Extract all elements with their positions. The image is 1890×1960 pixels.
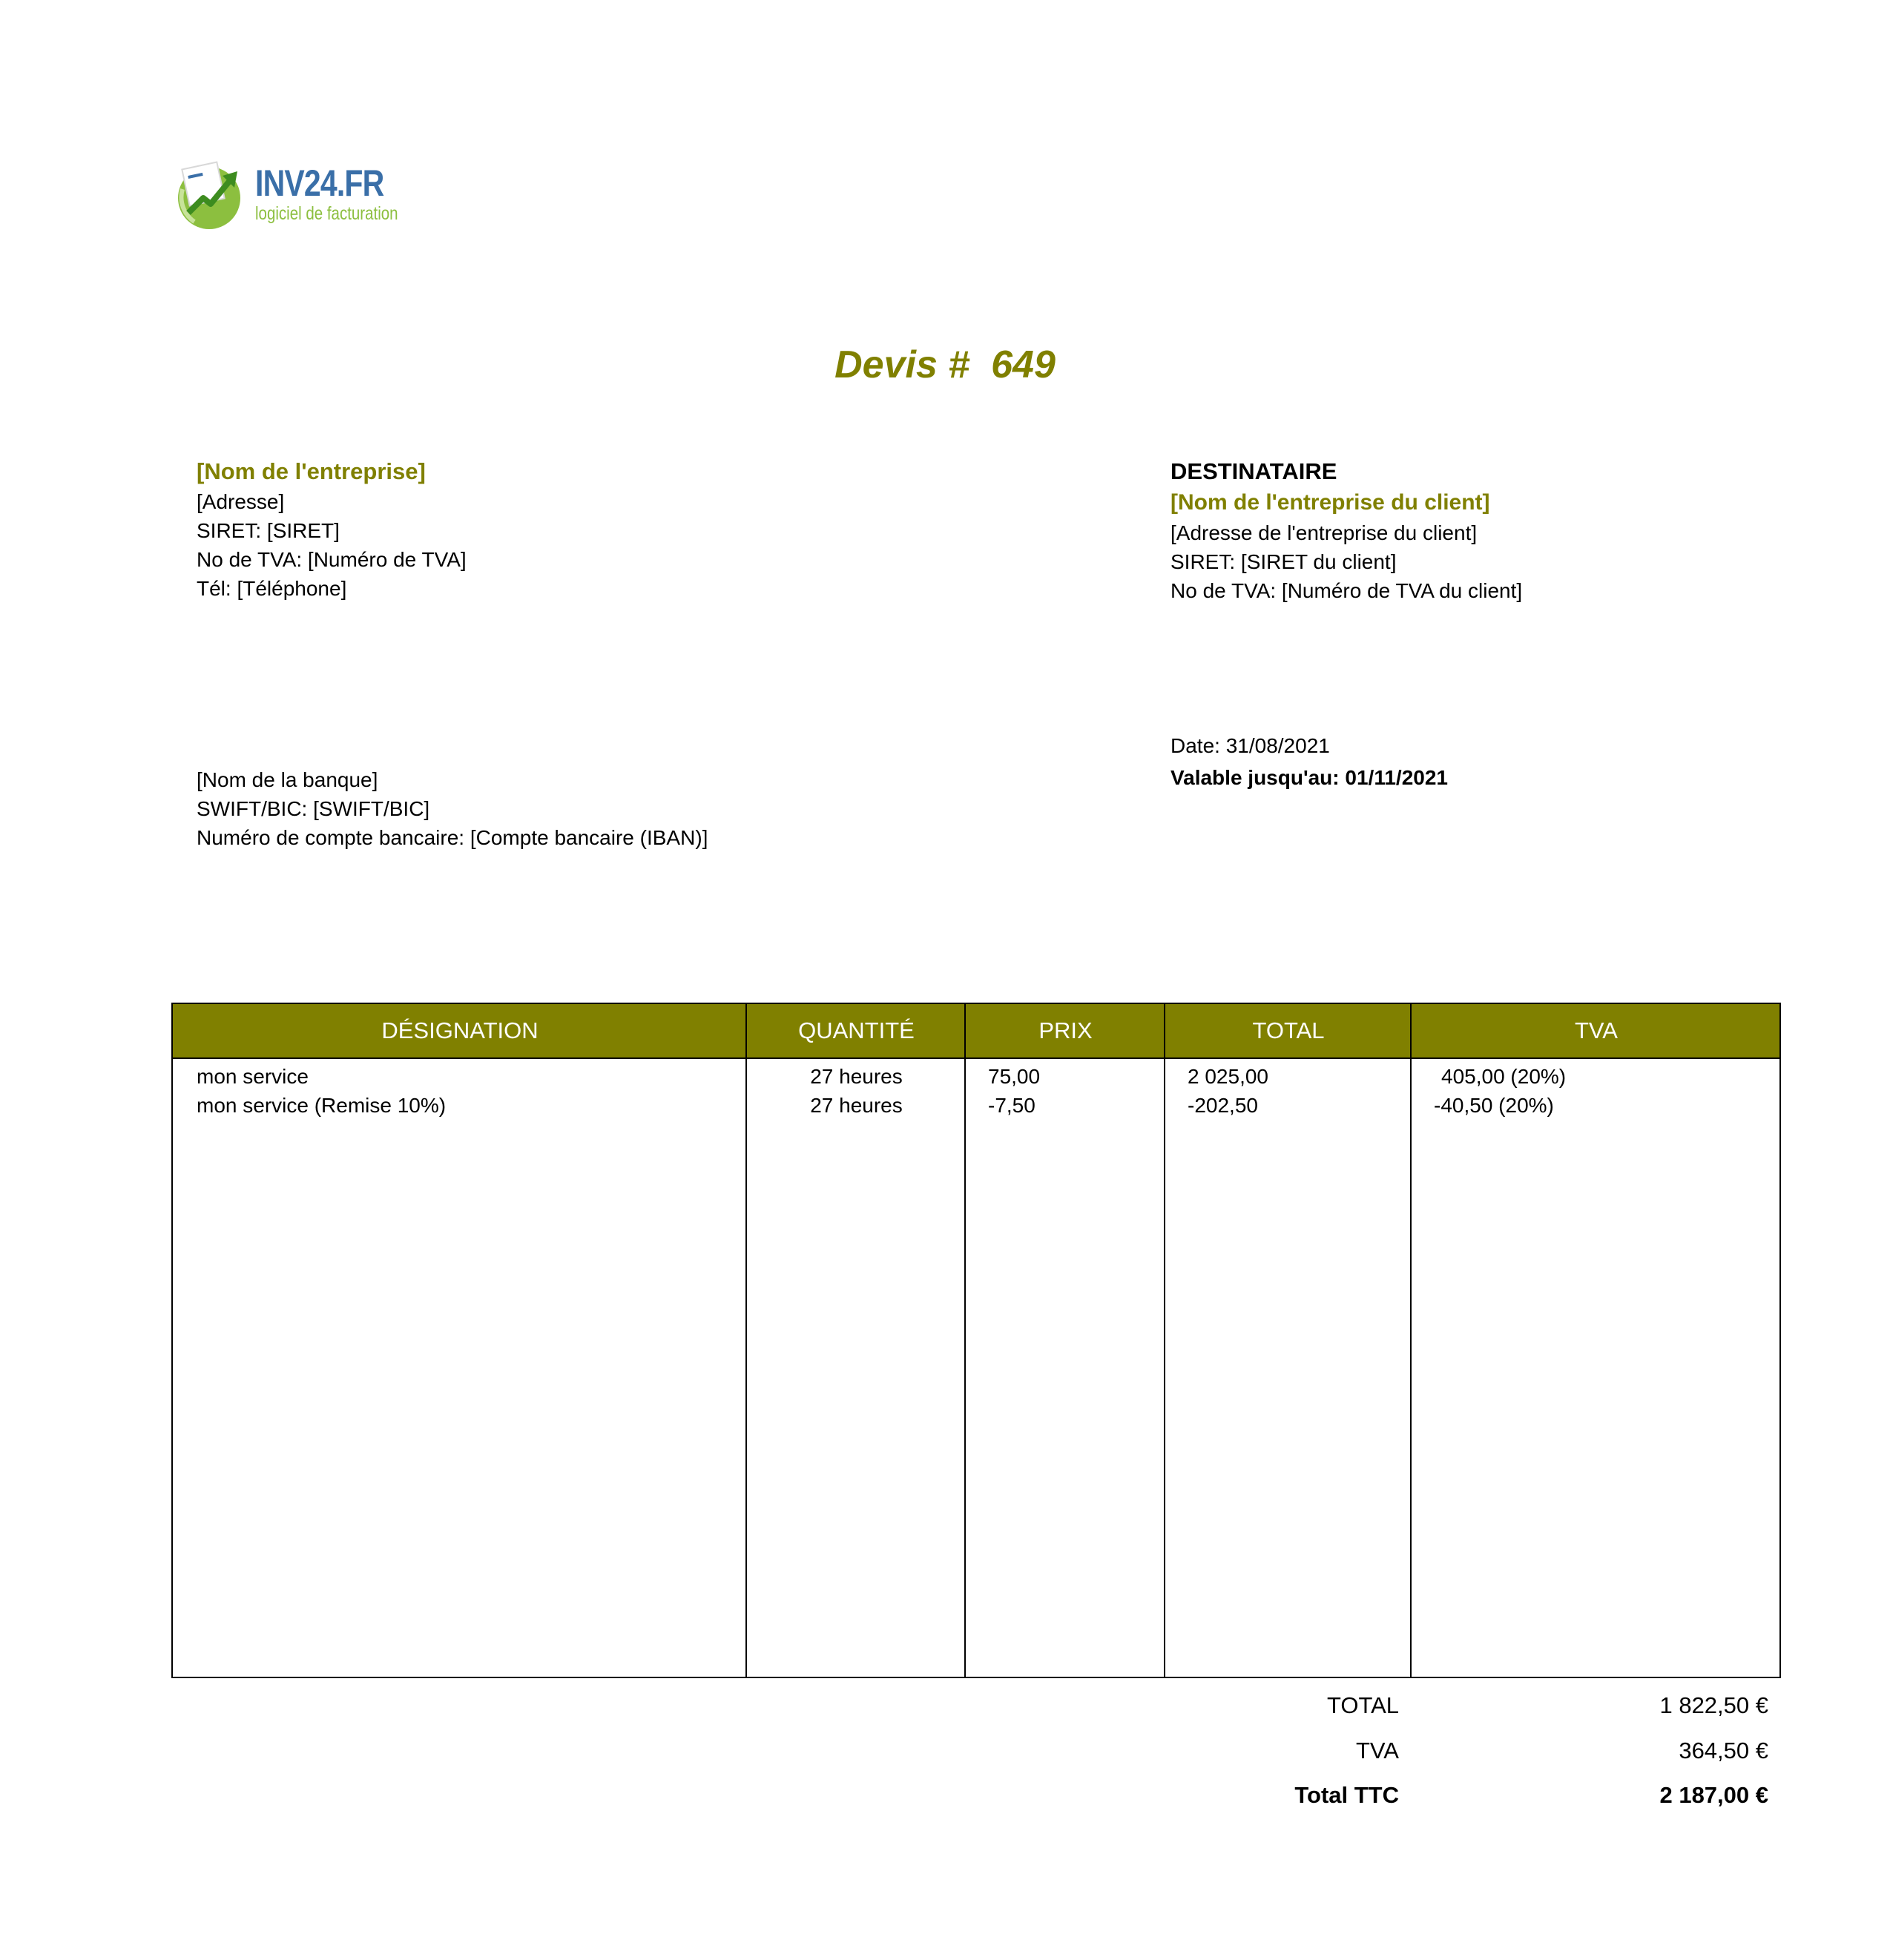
logo-brand: INV24.FR <box>255 162 384 204</box>
bank-swift: SWIFT/BIC: [SWIFT/BIC] <box>197 797 430 820</box>
logo-icon <box>172 159 249 231</box>
recipient-siret: SIRET: [SIRET du client] <box>1170 550 1397 573</box>
dates-block <box>1170 729 1448 792</box>
row-total: 2 025,00 <box>1188 1065 1268 1088</box>
items-table <box>171 1003 1781 1678</box>
header-designation: DÉSIGNATION <box>381 1017 539 1043</box>
valid-until: Valable jusqu'au: 01/11/2021 <box>1170 766 1448 789</box>
bank-account: Numéro de compte bancaire: [Compte bancaire (IBAN)] <box>197 826 708 849</box>
row-quantity: 27 heures <box>810 1065 903 1088</box>
document-date: Date: 31/08/2021 <box>1170 734 1330 757</box>
bank-name: [Nom de la banque] <box>197 768 378 791</box>
sender-company: [Nom de l'entreprise] <box>197 458 426 484</box>
table-header <box>173 1004 1779 1059</box>
recipient-vat: No de TVA: [Numéro de TVA du client] <box>1170 579 1523 602</box>
total-label: TOTAL <box>1326 1692 1399 1718</box>
recipient-address: [Adresse de l'entreprise du client] <box>1170 521 1478 544</box>
row-total: -202,50 <box>1188 1094 1258 1117</box>
row-quantity: 27 heures <box>810 1094 903 1117</box>
column-divider <box>1164 1004 1165 1677</box>
row-vat: 405,00 (20%) <box>1441 1065 1567 1088</box>
recipient-company: [Nom de l'entreprise du client] <box>1170 490 1490 515</box>
sender-address: [Adresse] <box>197 490 285 513</box>
vat-total-label: TVA <box>1356 1738 1399 1763</box>
header-total: TOTAL <box>1252 1017 1325 1043</box>
row-price: 75,00 <box>988 1065 1041 1088</box>
row-designation: mon service (Remise 10%) <box>197 1094 447 1117</box>
row-vat: -40,50 (20%) <box>1434 1094 1554 1117</box>
sender-block <box>197 456 467 603</box>
ttc-label: Total TTC <box>1294 1782 1399 1808</box>
header-price: PRIX <box>1038 1017 1093 1043</box>
recipient-heading: DESTINATAIRE <box>1170 458 1337 484</box>
sender-phone: Tél: [Téléphone] <box>197 577 347 600</box>
sender-siret: SIRET: [SIRET] <box>197 519 340 542</box>
header-vat: TVA <box>1575 1017 1618 1043</box>
total-value: 1 822,50 € <box>1659 1692 1768 1718</box>
logo <box>172 159 402 234</box>
row-price: -7,50 <box>988 1094 1035 1117</box>
row-designation: mon service <box>197 1065 309 1088</box>
document-title-wrap <box>0 343 1890 387</box>
header-quantity: QUANTITÉ <box>798 1017 915 1043</box>
recipient-block <box>1170 456 1522 605</box>
bank-block <box>197 765 708 852</box>
vat-total-value: 364,50 € <box>1679 1738 1768 1763</box>
document-title: Devis # 649 <box>834 343 1056 386</box>
logo-tagline: logiciel de facturation <box>255 203 398 224</box>
column-divider <box>1410 1004 1412 1677</box>
sender-vat: No de TVA: [Numéro de TVA] <box>197 548 467 571</box>
ttc-value: 2 187,00 € <box>1659 1782 1768 1808</box>
